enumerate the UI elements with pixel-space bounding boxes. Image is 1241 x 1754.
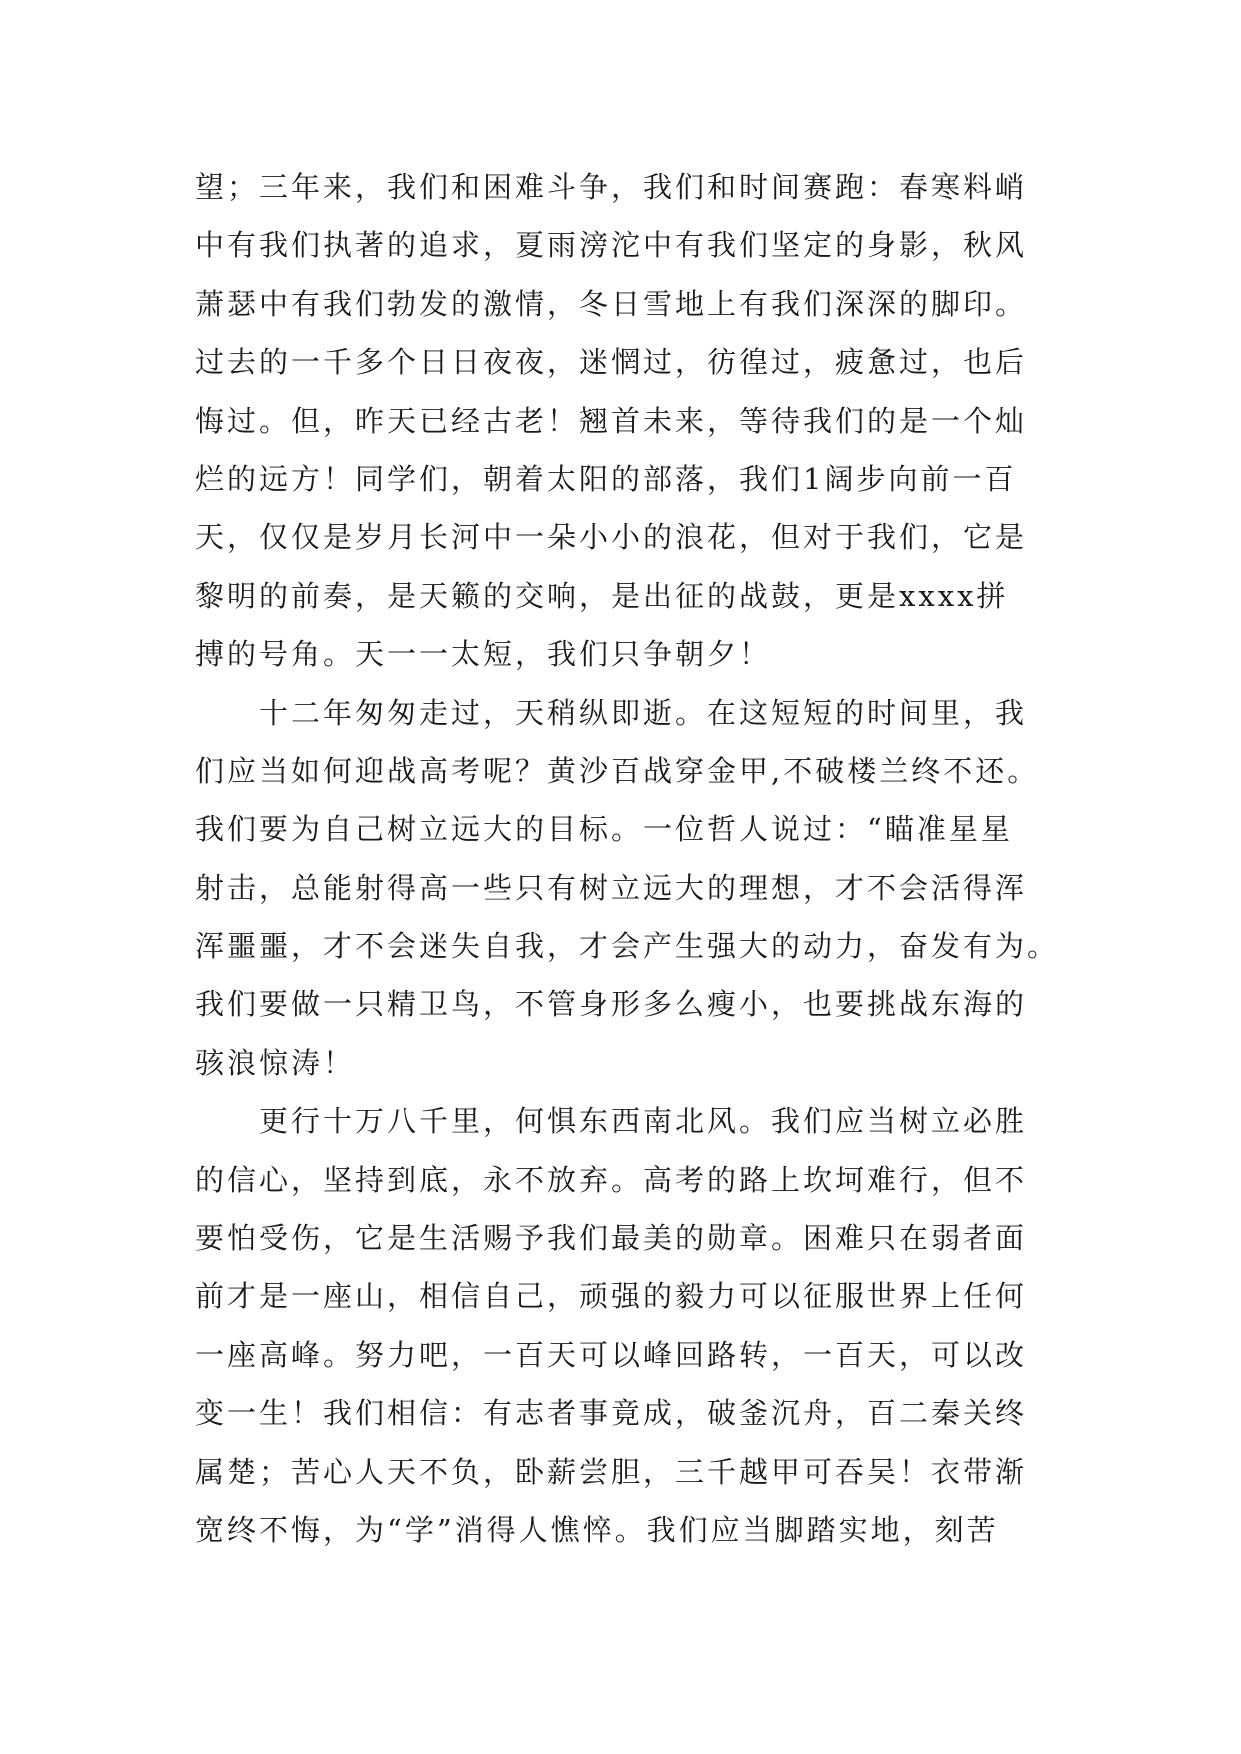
paragraph-start-line: 十二年匆匆走过，天稍纵即逝。在这短短的时间里，我 bbox=[259, 695, 1028, 730]
text-line: 的信心，坚持到底，永不放弃。高考的路上坎坷难行，但不 bbox=[195, 1162, 1028, 1197]
text-line: 骇浪惊涛！ bbox=[195, 1045, 356, 1080]
text-line: 浑噩噩，才不会迷失自我，才会产生强大的动力，奋发有为。 bbox=[195, 929, 1060, 964]
text-line: 萧瑟中有我们勃发的激情，冬日雪地上有我们深深的脚印。 bbox=[195, 286, 1028, 321]
text-line: 搏的号角。天一一太短，我们只争朝夕！ bbox=[195, 637, 772, 672]
text-line: 前才是一座山，相信自己，顽强的毅力可以征服世界上任何 bbox=[195, 1279, 1028, 1314]
text-line: 变一生！我们相信：有志者事竟成，破釜沉舟，百二秦关终 bbox=[195, 1396, 1028, 1431]
text-line: 过去的一千多个日日夜夜，迷惘过，彷徨过，疲惫过，也后 bbox=[195, 345, 1028, 380]
text-line: 我们要为自己树立远大的目标。一位哲人说过：“瞄准星星 bbox=[195, 812, 1013, 847]
text-line: 烂的远方！同学们，朝着太阳的部落，我们1阔步向前一百 bbox=[195, 461, 1017, 496]
text-line: 我们要做一只精卫鸟，不管身形多么瘦小，也要挑战东海的 bbox=[195, 987, 1028, 1022]
text-line: 黎明的前奏，是天籁的交响，是出征的战鼓，更是xxxx拼 bbox=[195, 578, 1009, 613]
text-line: 们应当如何迎战高考呢？黄沙百战穿金甲,不破楼兰终不还。 bbox=[195, 753, 1040, 788]
text-line: 悔过。但，昨天已经古老！翘首未来，等待我们的是一个灿 bbox=[195, 403, 1028, 438]
text-line: 射击，总能射得高一些只有树立远大的理想，才不会活得浑 bbox=[195, 870, 1028, 905]
text-line: 属楚；苦心人天不负，卧薪尝胆，三千越甲可吞吴！衣带渐 bbox=[195, 1454, 1028, 1489]
text-line: 望；三年来，我们和困难斗争，我们和时间赛跑：春寒料峭 bbox=[195, 170, 1028, 204]
text-line: 要怕受伤，它是生活赐予我们最美的勋章。困难只在弱者面 bbox=[195, 1221, 1028, 1256]
text-line: 宽终不悔，为“学”消得人憔悴。我们应当脚踏实地，刻苦 bbox=[195, 1512, 999, 1547]
text-line: 一座高峰。努力吧，一百天可以峰回路转，一百天，可以改 bbox=[195, 1337, 1028, 1372]
paragraph-start-line: 更行十万八千里，何惧东西南北风。我们应当树立必胜 bbox=[259, 1104, 1028, 1139]
text-line: 天，仅仅是岁月长河中一朵小小的浪花，但对于我们，它是 bbox=[195, 520, 1028, 555]
text-line: 中有我们执著的追求，夏雨滂沱中有我们坚定的身影，秋风 bbox=[195, 228, 1028, 263]
body-text bbox=[195, 158, 1075, 1559]
